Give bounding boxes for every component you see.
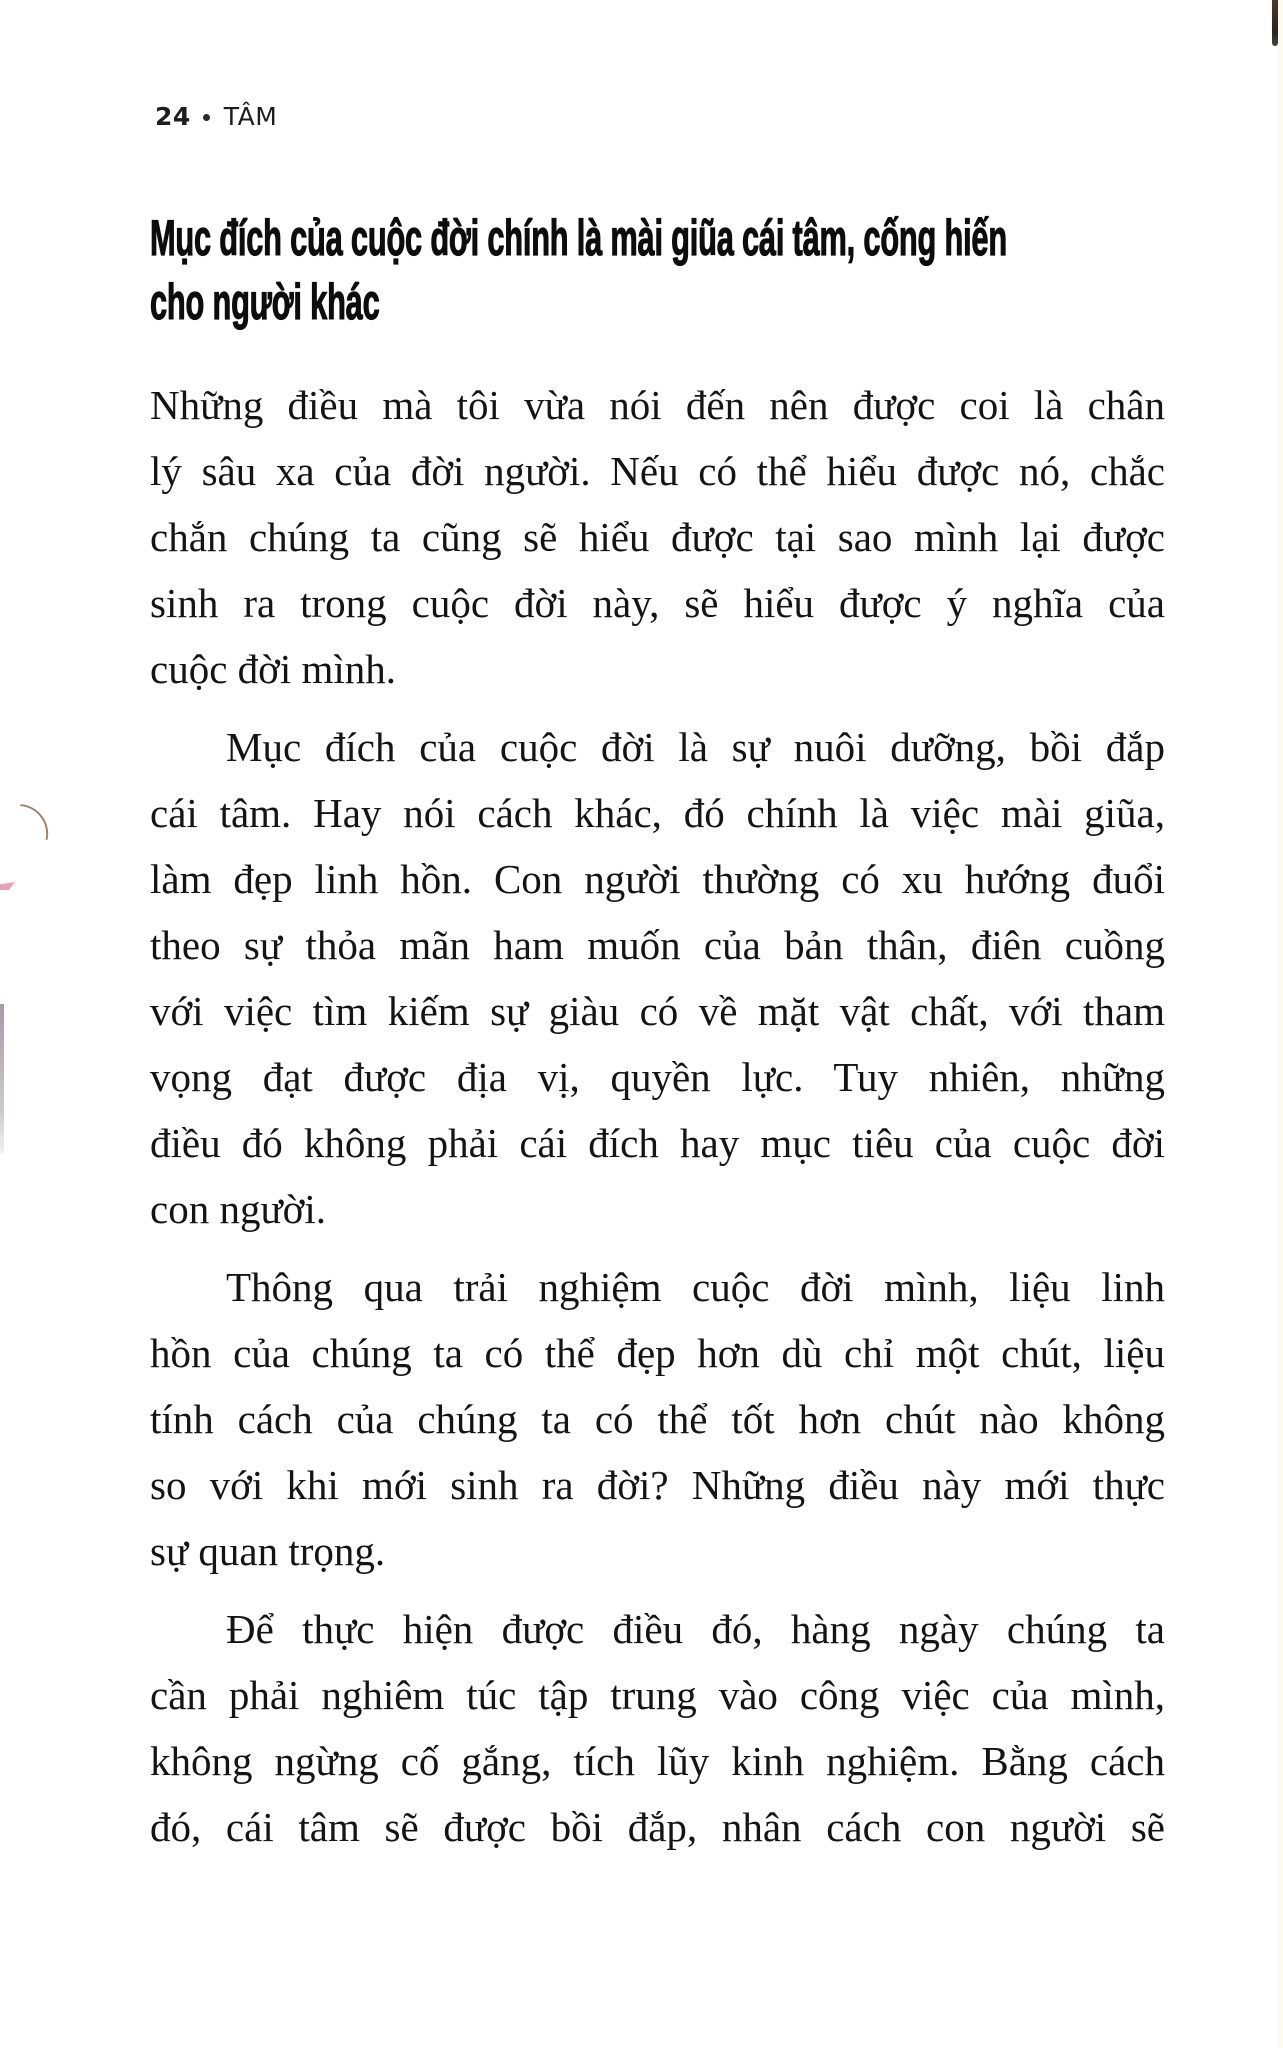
body-text (150, 372, 1165, 1872)
page-number: 24 (155, 102, 191, 131)
text-line: cần phải nghiêm túc tập trung vào công việc của mình, (150, 1672, 1165, 1718)
margin-pink-mark (0, 882, 15, 890)
text-line: điều đó không phải cái đích hay mục tiêu của cuộc đời (150, 1120, 1165, 1166)
margin-stroke-mark (16, 804, 52, 840)
running-head (155, 100, 277, 134)
paragraph-1 (150, 372, 1165, 702)
text-line: Thông qua trải nghiệm cuộc đời mình, liệu linh (226, 1264, 1165, 1310)
paragraph-3 (150, 1254, 1165, 1584)
text-line: Những điều mà tôi vừa nói đến nên được coi là chân (150, 382, 1165, 428)
paragraph-4 (150, 1596, 1165, 1860)
text-line: vọng đạt được địa vị, quyền lực. Tuy nhiên, những (150, 1054, 1165, 1100)
section-heading (150, 210, 1165, 338)
text-line: hồn của chúng ta có thể đẹp hơn dù chỉ một chút, liệu (150, 1330, 1165, 1376)
margin-edge-bar (0, 1004, 4, 1154)
heading-line: Mục đích của cuộc đời chính là mài giũa cái tâm, cống hiến (150, 210, 1007, 266)
text-line: so với khi mới sinh ra đời? Những điều này mới thực (150, 1462, 1165, 1508)
text-line: không ngừng cố gắng, tích lũy kinh nghiệm. Bằng cách (150, 1738, 1165, 1784)
text-line: Mục đích của cuộc đời là sự nuôi dưỡng, bồi đắp (226, 724, 1165, 770)
text-line: sự quan trọng. (150, 1528, 386, 1574)
text-line: chắn chúng ta cũng sẽ hiểu được tại sao mình lại được (150, 514, 1165, 560)
paragraph-2 (150, 714, 1165, 1242)
page-edge-right (1277, 0, 1283, 2048)
heading-line: cho người khác (150, 274, 380, 330)
text-line: tính cách của chúng ta có thể tốt hơn chút nào không (150, 1396, 1165, 1442)
text-line: với việc tìm kiếm sự giàu có về mặt vật chất, với tham (150, 988, 1165, 1034)
text-line: theo sự thỏa mãn ham muốn của bản thân, điên cuồng (150, 922, 1165, 968)
bullet-separator-icon (203, 114, 210, 121)
text-line: con người. (150, 1186, 326, 1232)
text-line: cái tâm. Hay nói cách khác, đó chính là việc mài giũa, (150, 790, 1165, 836)
text-line: sinh ra trong cuộc đời này, sẽ hiểu được ý nghĩa của (150, 580, 1165, 626)
text-line: lý sâu xa của đời người. Nếu có thể hiểu được nó, chắc (150, 448, 1165, 494)
text-line: đó, cái tâm sẽ được bồi đắp, nhân cách con người sẽ (150, 1804, 1165, 1850)
text-line: cuộc đời mình. (150, 646, 396, 692)
section-title: TÂM (223, 102, 278, 131)
text-line: làm đẹp linh hồn. Con người thường có xu hướng đuổi (150, 856, 1165, 902)
text-line: Để thực hiện được điều đó, hàng ngày chúng ta (226, 1606, 1165, 1652)
binding-shadow-mark (1272, 0, 1278, 46)
